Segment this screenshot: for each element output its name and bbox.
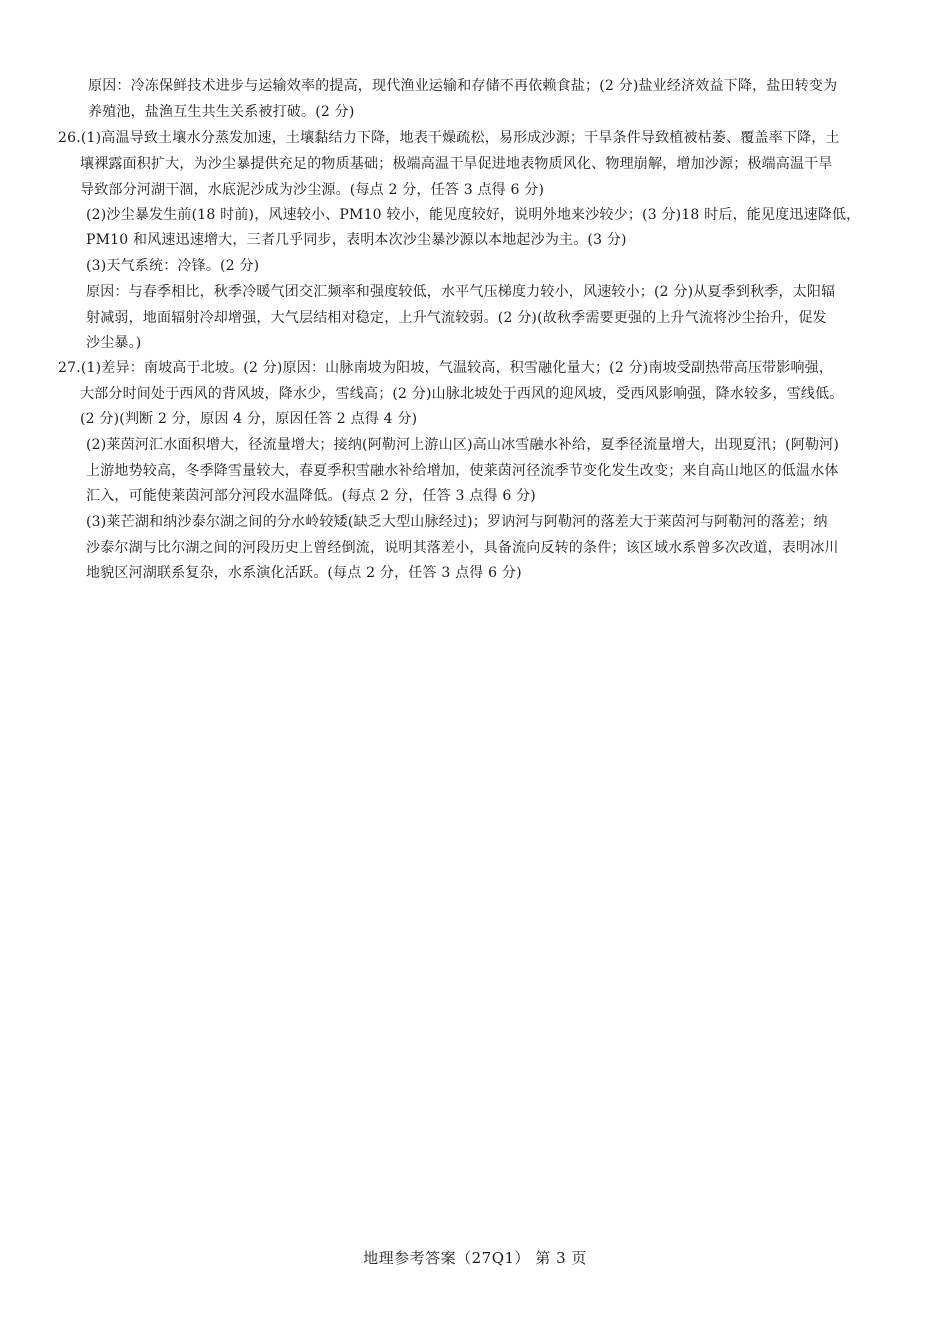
q27-part2-line-1: (2)莱茵河汇水面积增大，径流量增大；接纳(阿勒河上游山区)高山冰雪融水补给，夏季径流量增大，出现夏汛；(阿勒河)	[86, 437, 840, 453]
q26-part3-line-4: 沙尘暴。)	[86, 335, 142, 351]
page-footer: 地理参考答案（27Q1） 第 3 页	[363, 1249, 587, 1267]
q26-part2-line-2: PM10 和风速迅速增大，三者几乎同步，表明本次沙尘暴沙源以本地起沙为主。(3 分)	[86, 232, 627, 248]
q26-part3-line-3: 射减弱，地面辐射冷却增强，大气层结相对稳定，上升气流较弱。(2 分)(故秋季需要更强的上升气流将沙尘抬升，促发	[86, 310, 827, 326]
q26-part3-line-1: (3)天气系统：冷锋。(2 分)	[86, 258, 260, 274]
q26-text-line-3: 导致部分河湖干涸，水底泥沙成为沙尘源。(每点 2 分，任答 3 点得 6 分)	[80, 182, 545, 198]
q27-part3-line-3: 地貌区河湖联系复杂，水系演化活跃。(每点 2 分，任答 3 点得 6 分)	[86, 565, 522, 581]
q26-text-line-1: 26.(1)高温导致土壤水分蒸发加速，土壤黏结力下降，地表干燥疏松，易形成沙源；干旱条件导致植被枯萎、覆盖率下降，土	[58, 130, 840, 146]
q27-part3-line-1: (3)莱芒湖和纳沙泰尔湖之间的分水岭较矮(缺乏大型山脉经过)；罗讷河与阿勒河的落差大于莱茵河与阿勒河的落差；纳	[86, 514, 828, 530]
q27-part2-line-2: 上游地势较高，冬季降雪量较大，春夏季积雪融水补给增加，使莱茵河径流季节变化发生改变；来自高山地区的低温水体	[86, 463, 839, 479]
q27-part2-line-3: 汇入，可能使莱茵河部分河段水温降低。(每点 2 分，任答 3 点得 6 分)	[86, 488, 536, 504]
q26-text-line-2: 壤裸露面积扩大，为沙尘暴提供充足的物质基础；极端高温干旱促进地表物质风化、物理崩解，增加沙源；极端高温干旱	[80, 156, 833, 172]
text-line-1: 原因：冷冻保鲜技术进步与运输效率的提高，现代渔业运输和存储不再依赖食盐；(2 分)盐业经济效益下降，盐田转变为	[88, 78, 838, 94]
q27-text-line-1: 27.(1)差异：南坡高于北坡。(2 分)原因：山脉南坡为阳坡，气温较高，积雪融化量大；(2 分)南坡受副热带高压带影响强，	[58, 360, 834, 376]
text-line-2: 养殖池，盐渔互生共生关系被打破。(2 分)	[88, 104, 355, 120]
q26-part2-line-1: (2)沙尘暴发生前(18 时前)，风速较小、PM10 较小，能见度较好，说明外地来沙较少；(3 分)18 时后，能见度迅速降低，	[86, 207, 861, 223]
q27-part3-line-2: 沙泰尔湖与比尔湖之间的河段历史上曾经倒流，说明其落差小，具备流向反转的条件；该区域水系曾多次改道，表明冰川	[86, 540, 839, 556]
q26-part3-line-2: 原因：与春季相比，秋季冷暖气团交汇频率和强度较低，水平气压梯度力较小，风速较小；(2 分)从夏季到秋季，太阳辐	[86, 284, 836, 300]
q27-text-line-2: 大部分时间处于西风的背风坡，降水少，雪线高；(2 分)山脉北坡处于西风的迎风坡，受西风影响强，降水较多，雪线低。	[80, 386, 844, 402]
q27-text-line-3: (2 分)(判断 2 分，原因 4 分，原因任答 2 点得 4 分)	[80, 411, 418, 427]
